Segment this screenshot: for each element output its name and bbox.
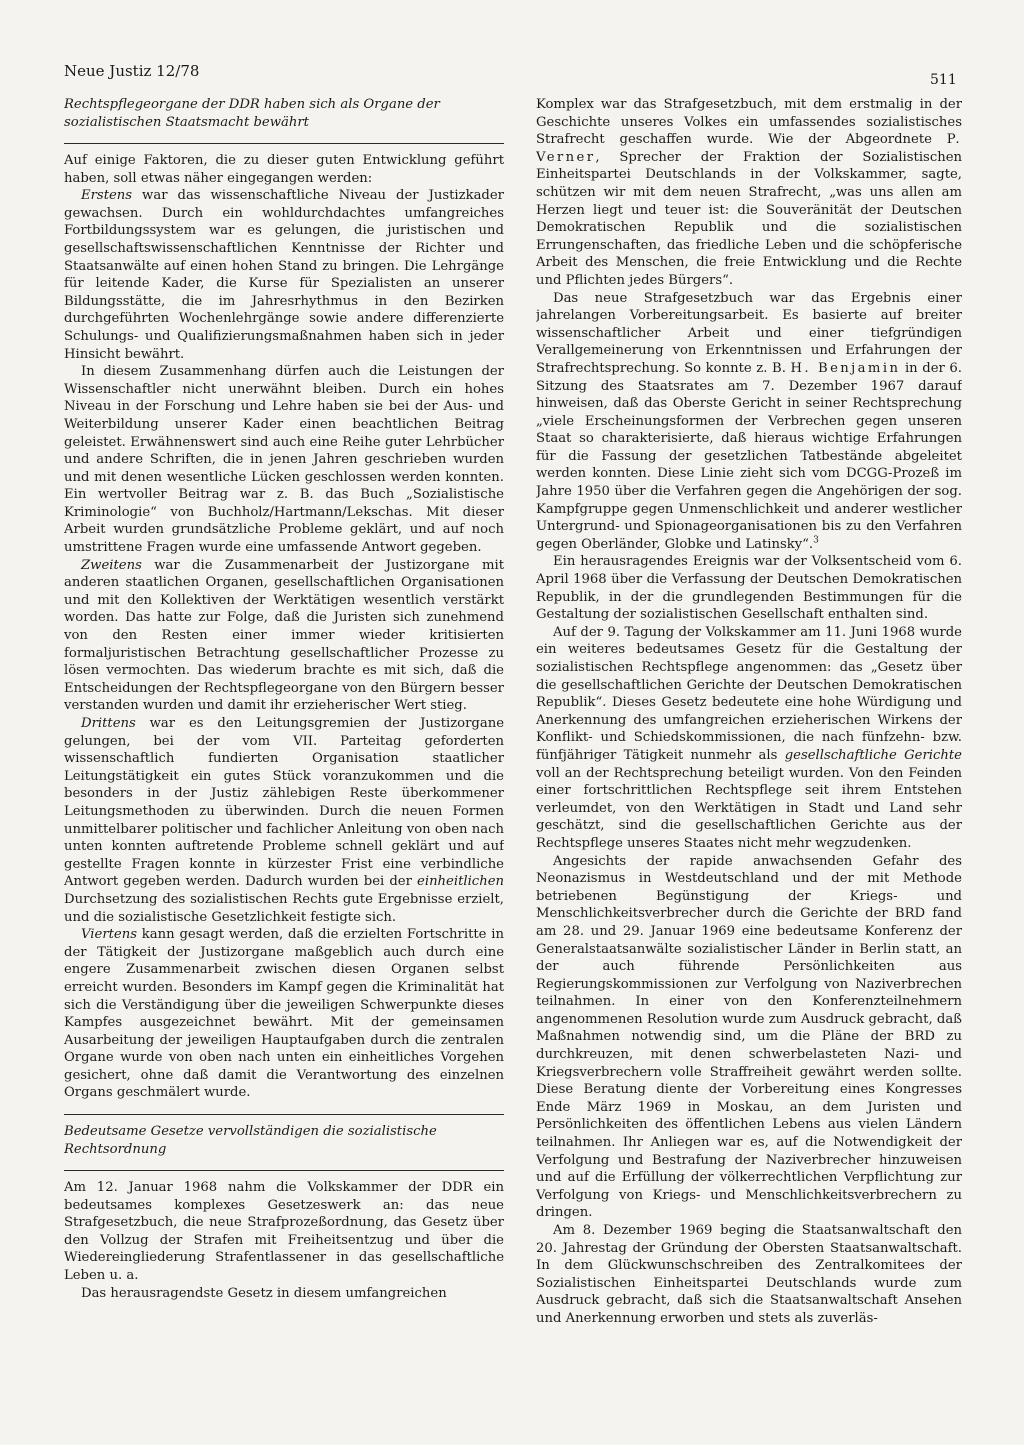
running-head: Neue Justiz 12/78 [64, 62, 200, 80]
paragraph-strafgesetzbuch [536, 96, 962, 290]
lead-word-erstens: Erstens [81, 188, 133, 204]
name-benjamin: H. Benjamin [790, 360, 901, 376]
section-rule [64, 1114, 504, 1115]
lead-word-zweitens: Zweitens [81, 557, 142, 573]
name-verner: P. Verner [536, 132, 962, 165]
paragraph-januar-1968: Am 12. Januar 1968 nahm die Volkskammer der DDR ein bedeutsames komplexes Gesetzeswerk an: das neue Strafgesetzbuch, die neue Strafprozeßordnung, das Gesetz über den Vollzug der Strafen mit Freiheitsentzug und über die Wiedereingliederung Strafentlassener in das gesellschaftliche Leben u. a. [64, 1180, 504, 1284]
paragraph-gesellschaftliche-gerichte [536, 624, 962, 853]
section-rule [64, 1170, 504, 1171]
footnote-marker: 3 [813, 535, 819, 546]
paragraph-herausragendste-gesetz: Das herausragendste Gesetz in diesem umfangreichen [81, 1285, 447, 1301]
paragraph-drittens-text-b: Durchsetzung des sozialistischen Rechts gute Ergebnisse erzielt, und die sozialistische Gesetzlichkeit festigte sich. [64, 891, 504, 925]
paragraph-gesellschaftliche-gerichte-text-b: voll an der Rechtsprechung beteiligt wurden. Von den Feinden einer fortschrittlichen Rechtspflege seit ihrem Entstehen verleumdet, von den Werktätigen in Stadt und Land sehr geschätzt, sind die gesellschaftlichen Gerichte aus der Rechtspflege unseres Staates nicht mehr wegzudenken. [536, 765, 962, 851]
paragraph-wissenschaftler: In diesem Zusammenhang dürfen auch die Leistungen der Wissenschaftler nicht unerwähnt bleiben. Durch ein hohes Niveau in der Forschung und Lehre haben sie bei der Aus- und Weiterbildung unserer Kader einen beachtlichen Beitrag geleistet. Erwähnenswert sind auch eine Reihe guter Lehrbücher und andere Schriften, die in jenen Jahren geschrieben wurden und mit denen wesentliche Lücken geschlossen werden konnten. Ein wertvoller Beitrag war z. B. das Buch „Sozialistische Kriminologie“ von Buchholz/Hartmann/Lekschas. Mit dieser Arbeit wurden grundsätzliche Probleme geklärt, und auf noch umstrittene Fragen wurde eine umfassende Antwort gegeben. [64, 364, 504, 556]
paragraph-zweitens-text: war die Zusammenarbeit der Justizorgane mit anderen staatlichen Organen, gesellschaftlichen Organisationen und mit den Kollektiven der Werktätigen wesentlich verstärkt worden. Das hatte zur Folge, daß die Juristen sich zunehmend von den Resten einer immer wieder kritisierten formaljuristischen Betrachtung gesellschaftlicher Prozesse zu lösen vermochten. Das wiederum brachte es mit sich, daß die Entscheidungen der Rechtspflegeorgane von den Bürgern besser verstanden wurden und damit ihr erzieherischer Wert stieg. [64, 557, 504, 714]
paragraph-gesellschaftliche-gerichte-text-a: Auf der 9. Tagung der Volkskammer am 11. Juni 1968 wurde ein weiteres bedeutsames Gesetz für die Gestaltung der sozialistischen Rechtspflege angenommen: das „Gesetz über die gesellschaftlichen Gerichte der Deutschen Demokratischen Republik“. Dieses Gesetz bedeutete eine hohe Würdigung und Anerkennung des umfangreichen erzieherischen Wirkens der Konflikt- und Schiedskommissionen, die nach fünfzehn- bzw. fünfjähriger Tätigkeit nunmehr als [536, 624, 962, 763]
paragraph-staatsanwaltschaft: Am 8. Dezember 1969 beging die Staatsanwaltschaft den 20. Jahrestag der Gründung der Obersten Staatsanwaltschaft. In dem Glückwunschschreiben des Zentralkomitees der Sozialistischen Einheitspartei Deutschlands wurde zum Ausdruck gebracht, daß sich die Staatsanwaltschaft Ansehen und Anerkennung erworben und stets als zuverläs- [536, 1223, 962, 1326]
right-column [536, 96, 962, 1396]
paragraph-drittens-text-a: war es den Leitungsgremien der Justizorgane gelungen, bei der vom VII. Parteitag geforderten wissenschaftlich fundierten Organisation staatlicher Leitungstätigkeit ein gutes Stück voranzukommen und die besonders in der Justiz zählebigen Reste überkommener Leitungsmethoden zu überwinden. Durch die neuen Formen unmittelbarer politischer und fachlicher Anleitung von oben nach unten konnten auftretende Probleme schnell geklärt und auf gestellte Fragen konnte in kürzester Frist eine verbindliche Antwort gegeben werden. Dadurch wurden bei der [64, 716, 504, 890]
section-heading-gesetze: Bedeutsame Gesetze vervollständigen die sozialistische Rechtsordnung [64, 1124, 437, 1158]
paragraph-zweitens [64, 557, 504, 715]
emphasis-einheitlichen: einheitlichen [417, 874, 504, 890]
page-number: 511 [930, 72, 957, 88]
section-rule [64, 143, 504, 144]
paragraph-intro: Auf einige Faktoren, die zu dieser guten Entwicklung geführt haben, soll etwas näher eingegangen werden: [64, 153, 504, 186]
paragraph-erstens-text: war das wissenschaftliche Niveau der Justizkader gewachsen. Durch ein wohldurchdachtes umfangreiches Fortbildungssystem war es gelungen, die juristischen und gesellschaftswissenschaftlichen Kenntnisse der Richter und Staatsanwälte auf einen hohen Stand zu bringen. Die Lehrgänge für leitende Kader, die Kurse für Spezialisten an unserer Bildungsstätte, die im Jahresrhythmus in den Bezirken durchgeführten Wochenlehrgänge sowie andere differenzierte Schulungs- und Qualifizierungsmaßnahmen haben sich in jeder Hinsicht bewährt. [64, 188, 504, 362]
paragraph-volksentscheid: Ein herausragendes Ereignis war der Volksentscheid vom 6. April 1968 über die Verfassung der Deutschen Demokratischen Republik, in der die grundlegenden Bestimmungen für die Gestaltung der sozialistischen Gesellschaft enthalten sind. [536, 554, 962, 623]
paragraph-strafgesetzbuch-text-b: , Sprecher der Fraktion der Sozialistischen Einheitspartei Deutschlands in der Volkskammer, sagte, schützen wir mit dem neuen Strafrecht, „was uns allen am Herzen liegt und teuer ist: die Souveränität der Deutschen Demokratischen Republik und die sozialistischen Errungenschaften, das friedliche Leben und die schöpferische Arbeit des Menschen, die freie Entwicklung und die Rechte und Pflichten jedes Bürgers“. [536, 149, 962, 288]
left-column [64, 96, 504, 1396]
lead-word-viertens: Viertens [81, 927, 137, 943]
paragraph-vorbereitungsarbeit [536, 290, 962, 554]
paragraph-vorbereitungsarbeit-text-b: in der 6. Sitzung des Staatsrates am 7. Dezember 1967 darauf hinweisen, daß das Oberste Gericht in seiner Rechtsprechung „viele Erscheinungsformen der Verbrechen gegen unseren Staat so charakterisierte, daß hieraus wichtige Erfahrungen für die Fassung der gesetzlichen Tatbestände abgeleitet werden konnten. Diese Linie zieht sich vom DCGG-Prozeß im Jahre 1950 über die Verfahren gegen die Angehörigen der sog. Kampfgruppe gegen Unmenschlichkeit und anderer westlicher Untergrund- und Spionageorganisationen bis zu den Verfahren gegen Oberländer, Globke und Latinsky“. [536, 360, 962, 552]
paragraph-strafgesetzbuch-text-a: Komplex war das Strafgesetzbuch, mit dem erstmalig in der Geschichte unseres Volkes ein umfassendes sozialistisches Strafrecht geschaffen wurde. Wie der Abgeordnete [536, 97, 962, 148]
lead-word-drittens: Drittens [81, 716, 136, 731]
paragraph-erstens [64, 187, 504, 363]
emphasis-gesellschaftliche-gerichte: gesellschaftliche Gerichte [784, 747, 962, 763]
paragraph-neonazismus: Angesichts der rapide anwachsenden Gefahr des Neonazismus in Westdeutschland und der mit Methode betriebenen Begünstigung der Kriegs- und Menschlichkeitsverbrecher durch die Gerichte der BRD fand am 28. und 29. Januar 1969 eine bedeutsame Konferenz der Generalstaatsanwälte sozialistischer Länder in Berlin statt, an der auch führende Persönlichkeiten aus Regierungskommissionen zur Verfolgung von Naziverbrechen teilnahmen. In einer von den Konferenzteilnehmern angenommenen Resolution wurde zum Ausdruck gebracht, daß Maßnahmen notwendig sind, um die Pläne der BRD zu durchkreuzen, mit denen schwerbelasteten Nazi- und Kriegsverbrechern volle Straffreiheit gewährt werden sollte. Diese Beratung diente der Vorbereitung eines Kongresses Ende März 1969 in Moskau, an dem Juristen und Persönlichkeiten des öffentlichen Lebens aus vielen Ländern teilnahmen. Ihr Anliegen war es, auf die Notwendigkeit der Verfolgung und Bestrafung der Naziverbrecher hinzuweisen und auf die Erfüllung der völkerrechtlichen Verpflichtung zur Verfolgung von Kriegs- und Menschlichkeitsverbrechern zu dringen. [536, 853, 962, 1221]
paragraph-drittens [64, 715, 504, 926]
section-heading-rechtspflegeorgane: Rechtspflegeorgane der DDR haben sich als Organe der sozialistischen Staatsmacht bewährt [64, 97, 440, 130]
paragraph-viertens [64, 926, 504, 1102]
paragraph-viertens-text: kann gesagt werden, daß die erzielten Fortschritte in der Tätigkeit der Justizorgane maßgeblich auch durch eine engere Zusammenarbeit zwischen diesen Organen selbst erreicht wurden. Besonders im Kampf gegen die Kriminalität hat sich die Verständigung über die jeweiligen Schwerpunkte dieses Kampfes ausgezeichnet bewährt. Mit der gemeinsamen Ausarbeitung der jeweiligen Hauptaufgaben durch die zentralen Organe wurde von oben nach unten ein einheitliches Vorgehen gesichert, ohne daß damit die Verantwortung des einzelnen Organs geschmälert wurde. [64, 927, 504, 1101]
paragraph-vorbereitungsarbeit-text-a: Das neue Strafgesetzbuch war das Ergebnis einer jahrelangen Vorbereitungsarbeit. Es basierte auf breiter wissenschaftlicher Arbeit und einer tiefgründigen Verallgemeinerung von Erkenntnissen und Erfahrungen der Strafrechtsprechung. So konnte z. B. [536, 290, 962, 376]
